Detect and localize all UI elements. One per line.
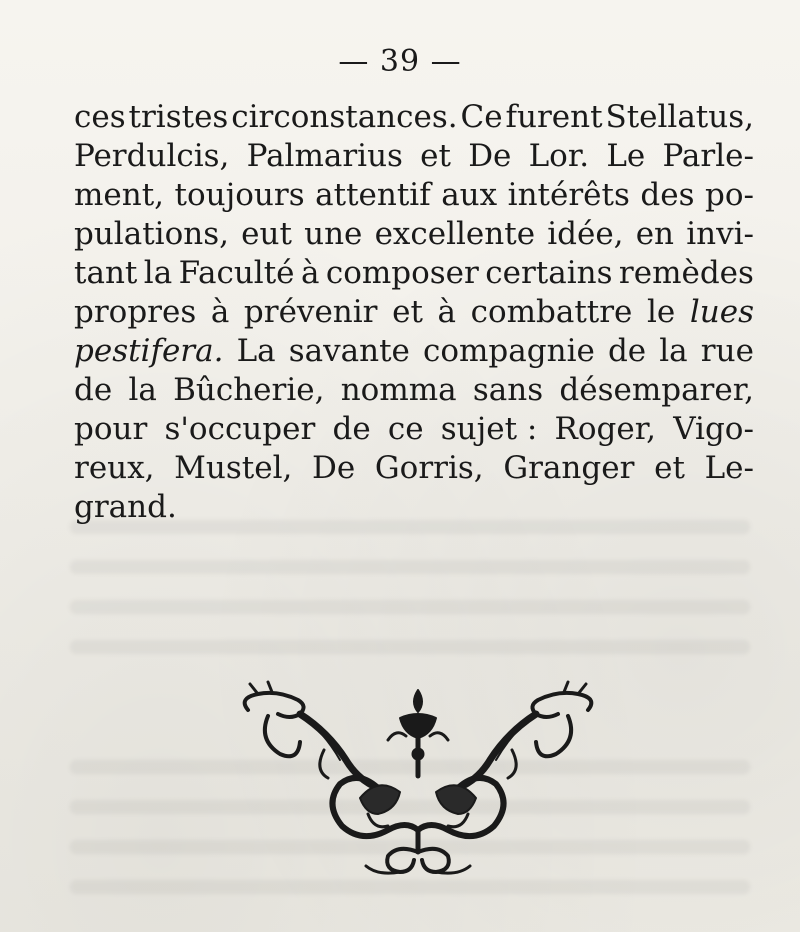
word: Le- — [704, 450, 754, 486]
bleed-through — [70, 880, 750, 894]
text-line — [74, 254, 754, 293]
bleed-through — [70, 560, 750, 574]
word: la — [143, 255, 173, 291]
word: circonstances. — [231, 99, 458, 135]
word: prévenir — [243, 294, 378, 330]
word: excellente — [374, 216, 536, 252]
word: Lor. — [528, 138, 590, 174]
word: toujours — [174, 177, 305, 213]
word: tristes — [128, 99, 229, 135]
word: rue — [700, 333, 754, 369]
word: Gorris, — [374, 450, 484, 486]
word: intérêts — [507, 177, 630, 213]
word: pestifera. — [74, 333, 224, 369]
word: s'occuper — [164, 411, 316, 447]
word: et — [654, 450, 685, 486]
word: savante — [288, 333, 410, 369]
word: De — [312, 450, 356, 486]
text-line — [74, 332, 754, 371]
text-line — [74, 215, 754, 254]
text-line — [74, 371, 754, 410]
text-line — [74, 137, 754, 176]
word: grand. — [74, 489, 177, 525]
word: et — [392, 294, 423, 330]
word: De — [468, 138, 512, 174]
text-line — [74, 488, 754, 527]
word: Perdulcis, — [74, 138, 230, 174]
word: eut — [241, 216, 292, 252]
word: Stellatus, — [605, 99, 754, 135]
word: Parle- — [662, 138, 754, 174]
word: composer — [325, 255, 479, 291]
word: remèdes — [618, 255, 754, 291]
bleed-through — [70, 600, 750, 614]
word: à — [300, 255, 320, 291]
word: ces — [74, 99, 126, 135]
word: en — [635, 216, 675, 252]
word: compagnie — [423, 333, 595, 369]
decorative-ornament-icon — [228, 680, 608, 880]
paragraph — [74, 98, 754, 527]
text-line — [74, 176, 754, 215]
word: pulations, — [74, 216, 229, 252]
word: pour — [74, 411, 148, 447]
word: des — [640, 177, 695, 213]
word: de — [332, 411, 371, 447]
text-line — [74, 98, 754, 137]
word: et — [420, 138, 451, 174]
word: ment, — [74, 177, 165, 213]
word: désemparer, — [559, 372, 754, 408]
page-number: — 39 — — [338, 44, 462, 79]
text-line — [74, 410, 754, 449]
word: Vigo- — [673, 411, 754, 447]
word: propres — [74, 294, 197, 330]
text-line — [74, 449, 754, 488]
word: certains — [485, 255, 613, 291]
word: attentif — [315, 177, 431, 213]
word: Palmarius — [246, 138, 403, 174]
word: une — [304, 216, 363, 252]
word: Faculté — [178, 255, 295, 291]
word: nomma — [340, 372, 457, 408]
word: sujet : — [440, 411, 538, 447]
bleed-through — [70, 640, 750, 654]
word: de — [74, 372, 113, 408]
word: ce — [387, 411, 424, 447]
word: lues — [689, 294, 754, 330]
word: idée, — [547, 216, 624, 252]
word: reux, — [74, 450, 155, 486]
word: Bûcherie, — [173, 372, 325, 408]
word: Le — [606, 138, 646, 174]
word: tant — [74, 255, 138, 291]
word: aux — [441, 177, 498, 213]
word: furent — [505, 99, 603, 135]
word: combattre — [470, 294, 633, 330]
text-line — [74, 293, 754, 332]
word: po- — [705, 177, 754, 213]
word: Mustel, — [174, 450, 293, 486]
word: de — [607, 333, 647, 369]
word: Roger, — [554, 411, 657, 447]
word: la — [128, 372, 157, 408]
word: le — [647, 294, 676, 330]
word: sans — [472, 372, 544, 408]
word: la — [659, 333, 688, 369]
word: à — [437, 294, 456, 330]
word: Ce — [460, 99, 503, 135]
word: à — [210, 294, 230, 330]
word: Granger — [503, 450, 635, 486]
word: La — [236, 333, 276, 369]
word: invi- — [686, 216, 754, 252]
